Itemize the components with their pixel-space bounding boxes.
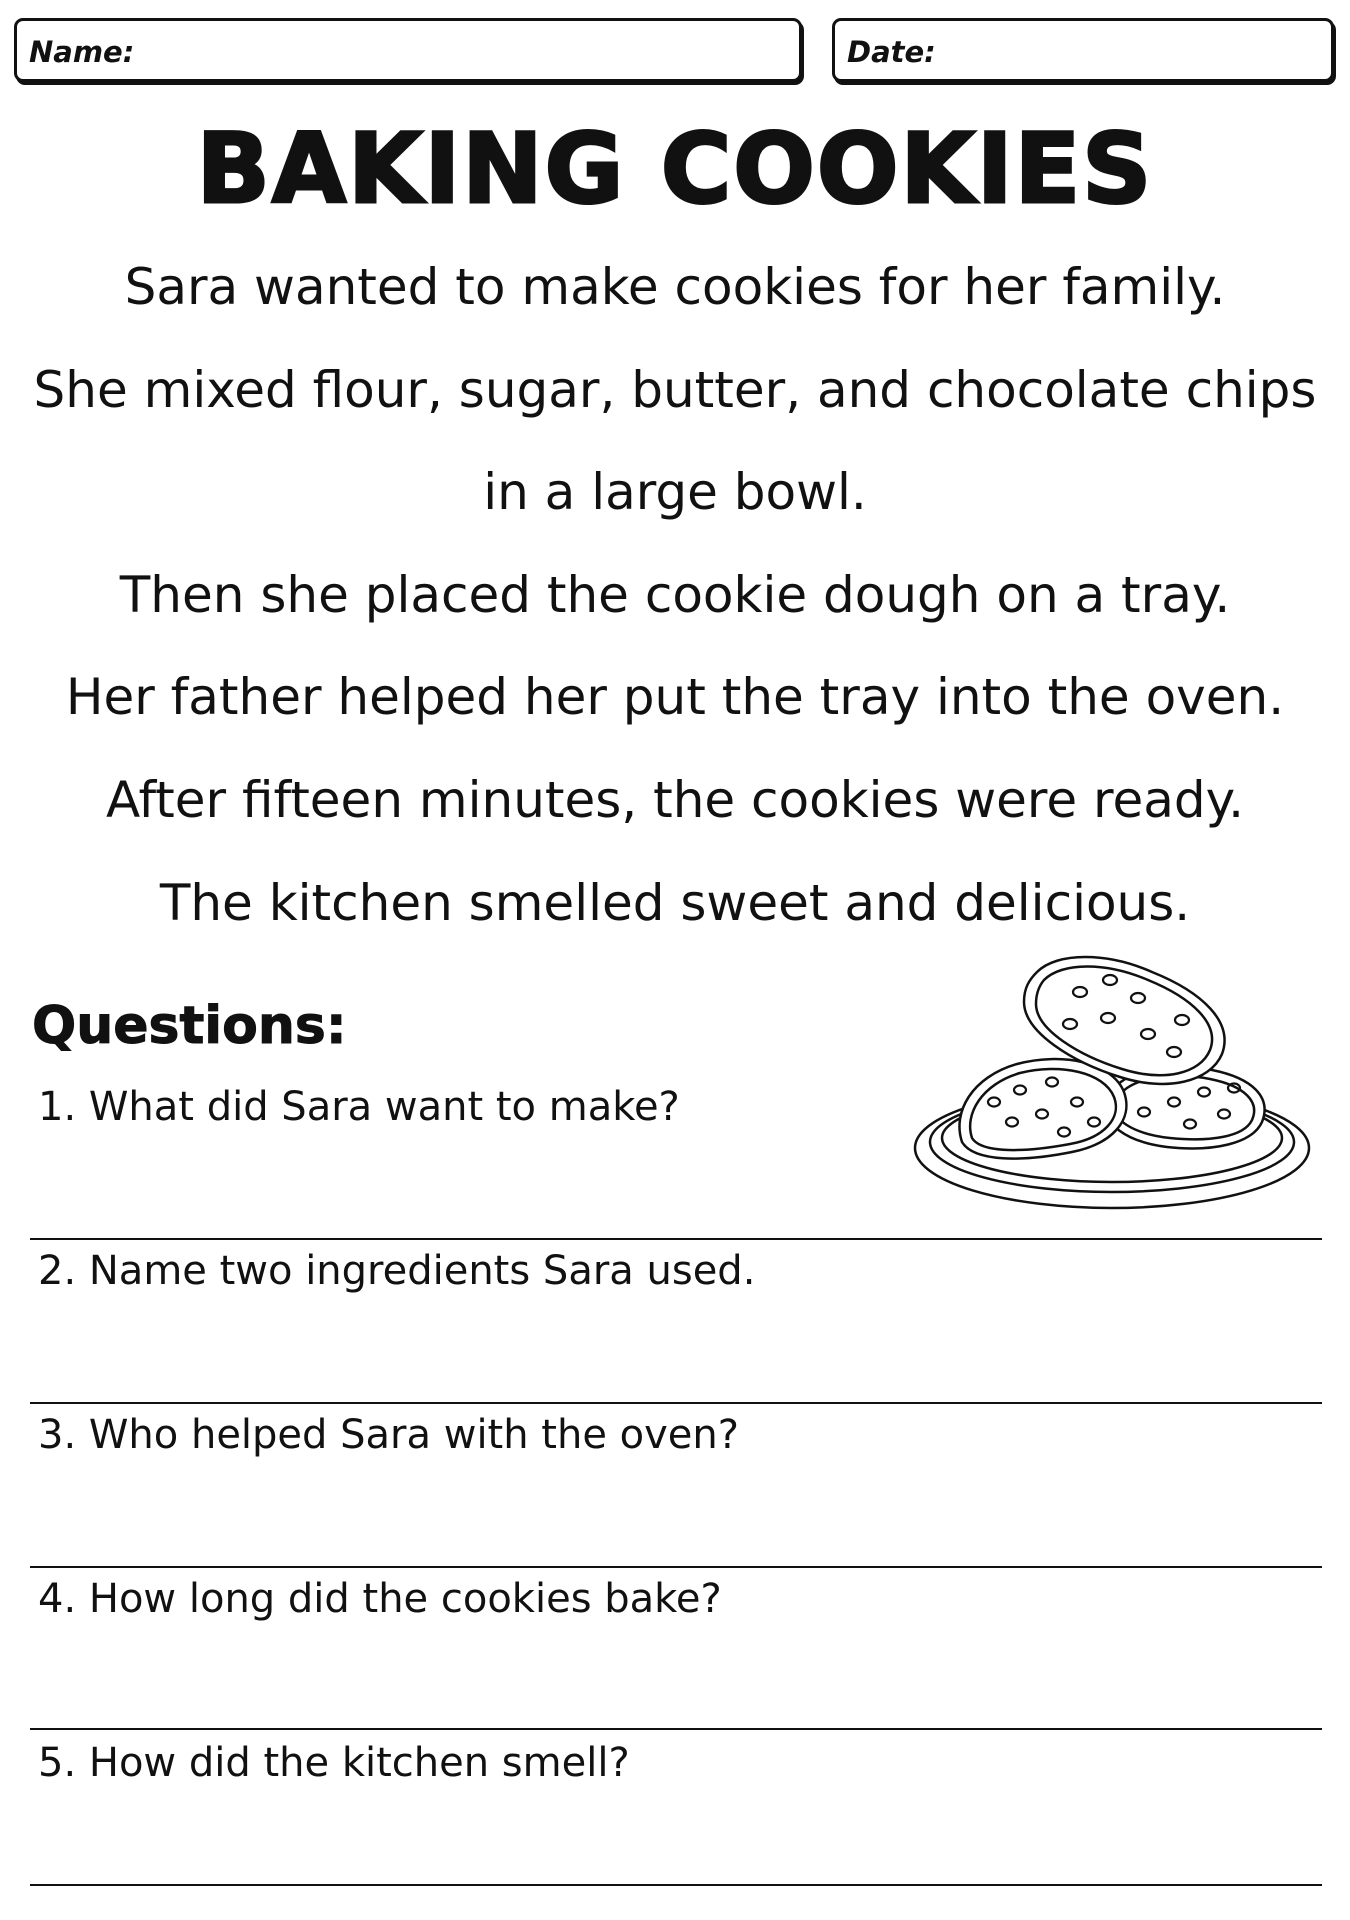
answer-line-1[interactable] [30,1238,1322,1240]
answer-line-4[interactable] [30,1728,1322,1730]
question-2: 2. Name two ingredients Sara used. [38,1248,756,1294]
question-4: 4. How long did the cookies bake? [38,1576,722,1622]
story-line: in a large bowl. [483,463,867,522]
answer-line-3[interactable] [30,1566,1322,1568]
answer-line-5[interactable] [30,1884,1322,1886]
date-label: Date: [847,35,936,69]
story-line: Sara wanted to make cookies for her family. [124,258,1226,316]
story-line: She mixed flour, sugar, butter, and chocolate chips [33,360,1317,419]
question-1: 1. What did Sara want to make? [38,1084,680,1130]
story-text [20,252,1330,970]
story-line: The kitchen smelled sweet and delicious. [159,873,1191,932]
answer-line-2[interactable] [30,1402,1322,1404]
name-field[interactable] [14,18,802,82]
date-field[interactable] [832,18,1334,82]
story-line: After fifteen minutes, the cookies were ready. [106,770,1244,829]
questions-heading: Questions: [32,996,347,1056]
question-5: 5. How did the kitchen smell? [38,1740,630,1786]
name-label: Name: [29,35,135,69]
cookies-on-plate-icon [912,952,1316,1210]
story-line: Then she placed the cookie dough on a tray. [119,565,1231,624]
worksheet-title: BAKING COOKIES [196,113,1154,225]
story-line: Her father helped her put the tray into the oven. [65,668,1285,727]
question-3: 3. Who helped Sara with the oven? [38,1412,739,1458]
